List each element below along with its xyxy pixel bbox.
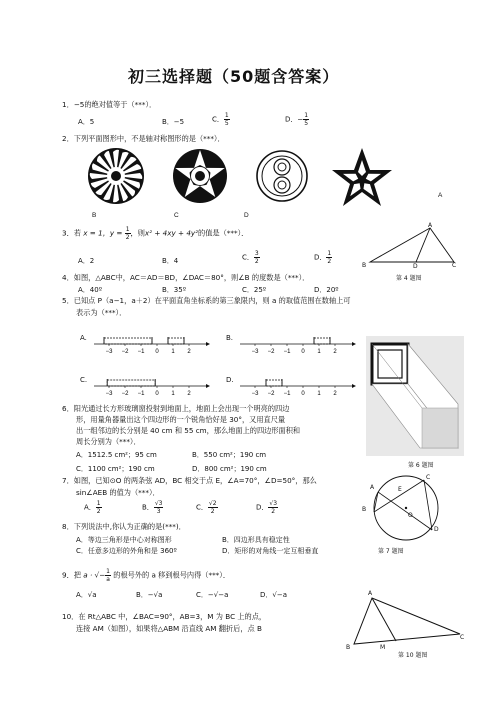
q7-point-d: D xyxy=(434,526,439,533)
q8-option-d: D．矩形的对角线一定互相垂直 xyxy=(222,547,319,555)
q2-stem: 2．下列平面图形中，不是轴对称图形的是（***）． xyxy=(62,134,225,143)
q6-figure-caption: 第 6 题图 xyxy=(408,462,434,469)
tick-label: 1 xyxy=(171,349,175,355)
tick-label: 2 xyxy=(333,391,337,397)
q2-figure-b xyxy=(172,148,228,204)
q3-option-a: A．2 xyxy=(78,257,95,265)
tick-label: 2 xyxy=(187,391,191,397)
stray-label-a: A xyxy=(438,192,443,199)
q4-figure-triangle xyxy=(362,222,462,272)
shaded-interval xyxy=(314,338,330,344)
q2-figure-c xyxy=(256,146,308,206)
q1-option-d: D．− $\frac{1}{5}$ xyxy=(285,112,309,127)
tick-label: 0 xyxy=(301,391,305,397)
q4-figure-caption: 第 4 题图 xyxy=(396,275,422,282)
q8-option-b: B．四边形具有稳定性 xyxy=(222,536,290,544)
q3-option-b: B．4 xyxy=(162,257,179,265)
tick-label: −3 xyxy=(251,391,259,397)
q5-number-line-d xyxy=(240,370,360,400)
q6-stem-line3: 出一组邻边的长分别是 40 cm 和 55 cm，那么地面上的四边形面积和 xyxy=(76,426,301,435)
tick-label: −2 xyxy=(121,391,129,397)
tick-label: −1 xyxy=(137,391,145,397)
q10-stem-line1: 10．在 Rt△ABC 中，∠BAC=90°，AB=3，M 为 BC 上的点， xyxy=(62,612,267,621)
tick-label: 2 xyxy=(187,349,191,355)
page-title: 初三选择题（50题含答案） xyxy=(128,67,340,86)
q6-stem-line2: 形，用量角器量出这个四边形的一个锐角恰好是 30°，又用直尺量 xyxy=(76,415,286,424)
q5-option-b-label: B. xyxy=(226,334,234,342)
axis-arrow xyxy=(352,384,356,388)
axis-arrow xyxy=(206,384,210,388)
q3-option-d: D． $\frac{1}{2}$ xyxy=(314,250,332,265)
q2-figure-a xyxy=(86,146,146,206)
tick-label: 1 xyxy=(317,391,321,397)
tick-label: 1 xyxy=(171,391,175,397)
q4-option-c: C．25º xyxy=(242,286,267,294)
axis-arrow xyxy=(206,342,210,346)
tick-label: −3 xyxy=(251,349,259,355)
tick-label: 0 xyxy=(301,349,305,355)
q4-stem: 4．如图，△ABC中，AC＝AD＝BD，∠DAC＝80°，则∠B 的度数是（***）． xyxy=(62,273,310,282)
q7-point-c: C xyxy=(426,474,431,481)
q8-stem: 8．下列说法中,你认为正确的是(***)． xyxy=(62,522,186,531)
tick-label: 0 xyxy=(155,349,159,355)
q4-option-b: B．35º xyxy=(162,286,187,294)
q2-figure-d xyxy=(330,146,394,210)
q2-label-b: B xyxy=(92,212,97,219)
q7-stem-line2: sin∠AEB 的值为（***）． xyxy=(76,488,160,497)
tick-label: −2 xyxy=(267,391,275,397)
q7-stem-line1: 7．如图，已知⊙O 的两条弦 AD，BC 相交于点 E，∠A=70°，∠D=50°，那么 xyxy=(62,476,317,485)
q10-stem-line2: 连接 AM（如图），如果将△ABM 沿直线 AM 翻折后，点 B xyxy=(76,624,262,633)
q10-point-c: C xyxy=(460,634,465,641)
tick-label: −1 xyxy=(137,349,145,355)
q6-option-a: A．1512.5 cm²；95 cm xyxy=(76,451,157,459)
q7-option-a: A． $\frac{1}{2}$ xyxy=(84,500,101,515)
tick-label: −2 xyxy=(267,349,275,355)
shaded-interval xyxy=(168,338,184,344)
q5-stem-line2: 表示为（***）． xyxy=(76,308,127,317)
q7-point-o: O xyxy=(408,512,413,519)
axis-arrow xyxy=(352,342,356,346)
q4-option-a: A．40º xyxy=(78,286,102,294)
shaded-interval xyxy=(104,338,152,344)
tick-label: −3 xyxy=(105,349,113,355)
q7-figure-circle xyxy=(366,468,446,548)
q7-point-b: B xyxy=(362,506,367,513)
q4-option-d: D．20º xyxy=(314,286,339,294)
tick-label: 2 xyxy=(333,349,337,355)
q9-option-c: C．−√−a xyxy=(196,591,229,599)
q9-option-b: B．−√a xyxy=(136,591,163,599)
tick-label: −1 xyxy=(283,349,291,355)
q7-point-e: E xyxy=(398,486,402,493)
q1-stem: 1．−5的绝对值等于（***）． xyxy=(62,100,157,109)
q7-option-b: B． $\frac{√3}{3}$ xyxy=(142,500,163,515)
q6-stem-line4: 周长分别为（***）． xyxy=(76,437,141,446)
q3-stem: 3．若 x = 1，y = $\frac{1}{2}$ ，则x² + 4xy + 4y²的值是（***）． xyxy=(62,226,249,241)
q10-point-m: M xyxy=(380,644,386,651)
q7-option-d: D． $\frac{√3}{2}$ xyxy=(256,500,278,515)
q8-option-c: C．任意多边形的外角和是 360º xyxy=(76,547,177,555)
q5-option-c-label: C. xyxy=(80,376,88,384)
q2-label-c: C xyxy=(174,212,179,219)
q9-option-a: A．√a xyxy=(76,591,97,599)
q10-figure-triangle xyxy=(344,594,464,650)
q5-number-line-a xyxy=(94,328,214,358)
q6-option-c: C．1100 cm²；190 cm xyxy=(76,465,155,473)
q7-point-a: A xyxy=(370,484,375,491)
q10-point-b: B xyxy=(346,644,351,651)
q1-fraction: $\frac{1}{5}$ xyxy=(224,112,229,127)
q3-option-c: C． $\frac{3}{2}$ xyxy=(242,250,259,265)
q1-option-a: A．5 xyxy=(78,118,95,126)
q8-option-a: A．等边三角形是中心对称图形 xyxy=(76,536,172,544)
q4-point-b: B xyxy=(362,262,367,269)
q9-option-d: D．√−a xyxy=(260,591,288,599)
q2-label-d: D xyxy=(244,212,249,219)
tick-label: 1 xyxy=(317,349,321,355)
tick-label: −3 xyxy=(105,391,113,397)
shaded-interval xyxy=(107,380,155,386)
q7-option-c: C． $\frac{√2}{2}$ xyxy=(196,500,217,515)
q10-figure-caption: 第 10 题图 xyxy=(398,652,428,659)
q5-option-a-label: A. xyxy=(80,334,87,342)
q5-stem-line1: 5．已知点 P（a−1，a＋2）在平面直角坐标系的第三象限内，则 a 的取值范围在数轴上可 xyxy=(62,296,351,305)
q10-point-a: A xyxy=(368,590,373,597)
q6-stem-line1: 6．阳光通过长方形玻璃窗投射到地面上，地面上会出现一个明亮的四边 xyxy=(62,404,290,413)
q5-number-line-c xyxy=(94,370,214,400)
shaded-interval xyxy=(266,380,282,386)
q5-number-line-b xyxy=(240,328,360,358)
q1-option-c: C． $\frac{1}{5}$ xyxy=(212,112,229,127)
q1-option-b: B．−5 xyxy=(162,118,185,126)
q9-stem: 9．把 a · √− $\frac{1}{a}$ 的根号外的 a 移到根号内得（***）． xyxy=(62,568,231,583)
q6-figure-window xyxy=(366,336,464,456)
tick-label: 0 xyxy=(155,391,159,397)
tick-label: −1 xyxy=(283,391,291,397)
q5-option-d-label: D. xyxy=(226,376,234,384)
q6-option-b: B．550 cm²；190 cm xyxy=(192,451,267,459)
q4-point-a: A xyxy=(428,222,433,229)
q7-figure-caption: 第 7 题图 xyxy=(378,548,404,555)
q4-point-d: D xyxy=(413,263,418,270)
tick-label: −2 xyxy=(121,349,129,355)
q6-option-d: D．800 cm²；190 cm xyxy=(192,465,267,473)
q4-point-c: C xyxy=(452,262,457,269)
